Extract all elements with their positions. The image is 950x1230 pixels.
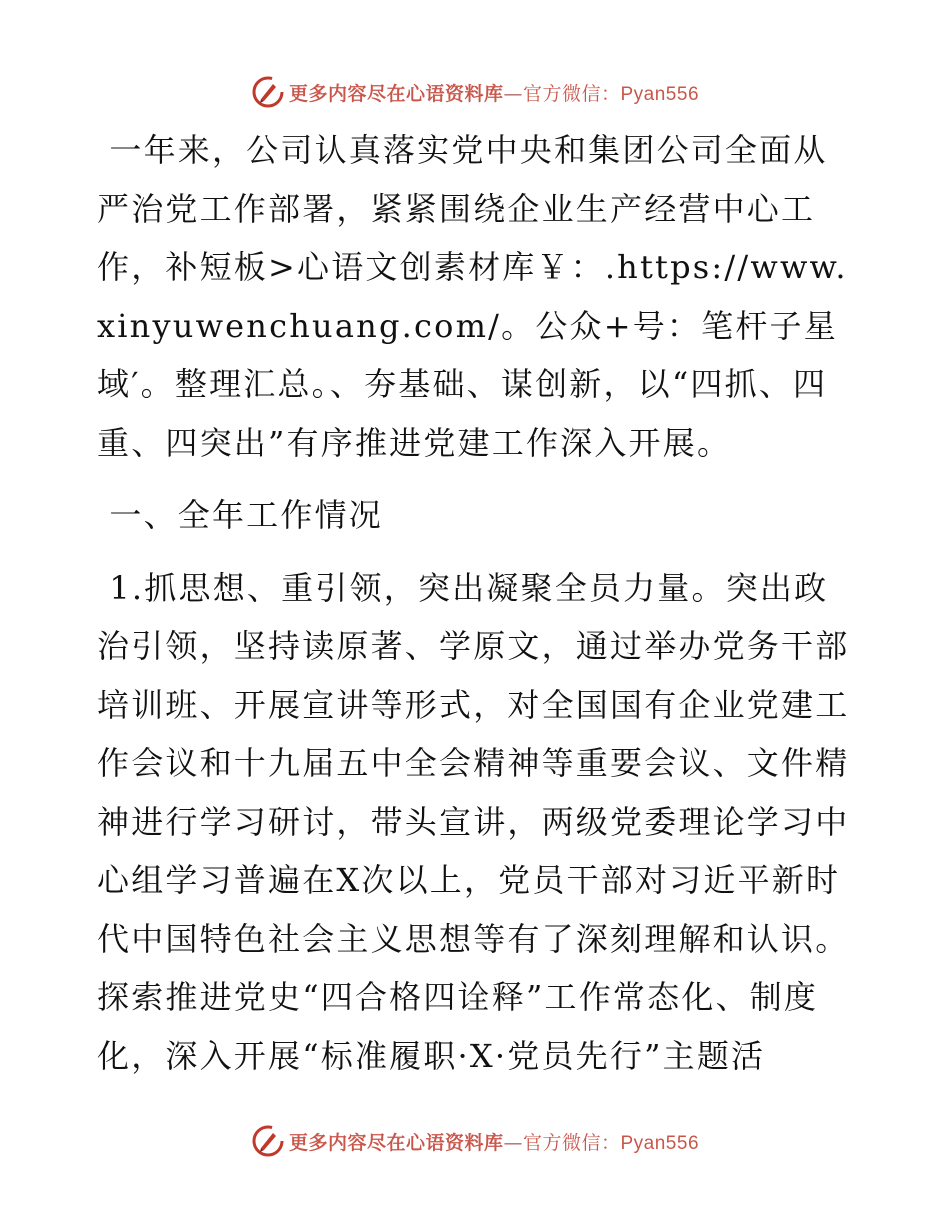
watermark-separator: — xyxy=(503,1131,523,1154)
paragraph-intro: 一年来，公司认真落实党中央和集团公司全面从严治党工作部署，紧紧围绕企业生产经营中心工作，补短板>心语文创素材库￥：.https://www.xinyuwenchuang.com/。公众+号：笔杆子星域′。整理汇总。、夯基础、谋创新，以“四抓、四重、四突出”有序推进党建工作深入开展。 xyxy=(97,131,848,462)
section-heading: 一、全年工作情况 xyxy=(97,496,383,534)
watermark-text xyxy=(289,1128,699,1155)
watermark-text xyxy=(289,79,699,106)
watermark-id: Pyan556 xyxy=(620,1132,700,1154)
pen-logo-icon xyxy=(251,75,285,109)
header-watermark xyxy=(0,72,950,112)
watermark-label: 官方微信： xyxy=(522,82,621,105)
watermark-brand: 更多内容尽在心语资料库 xyxy=(288,82,504,105)
pen-logo-icon xyxy=(251,1124,285,1158)
paragraph-section-1: 1.抓思想、重引领，突出凝聚全员力量。突出政治引领，坚持读原著、学原文，通过举办党务干部培训班、开展宣讲等形式，对全国国有企业党建工作会议和十九届五中全会精神等重要会议、文件精神进行学习研讨，带头宣讲，两级党委理论学习中心组学习普遍在X次以上，党员干部对习近平新时代中国特色社会主义思想等有了深刻理解和认识。探索推进党史“四合格四诠释”工作常态化、制度化，深入开展“标准履职·X·党员先行”主题活 xyxy=(97,568,850,1075)
watermark-label: 官方微信： xyxy=(522,1131,621,1154)
footer-watermark xyxy=(0,1121,950,1161)
watermark-id: Pyan556 xyxy=(620,83,700,105)
watermark-brand: 更多内容尽在心语资料库 xyxy=(288,1131,504,1154)
watermark-separator: — xyxy=(503,82,523,105)
document-body xyxy=(97,121,857,1085)
